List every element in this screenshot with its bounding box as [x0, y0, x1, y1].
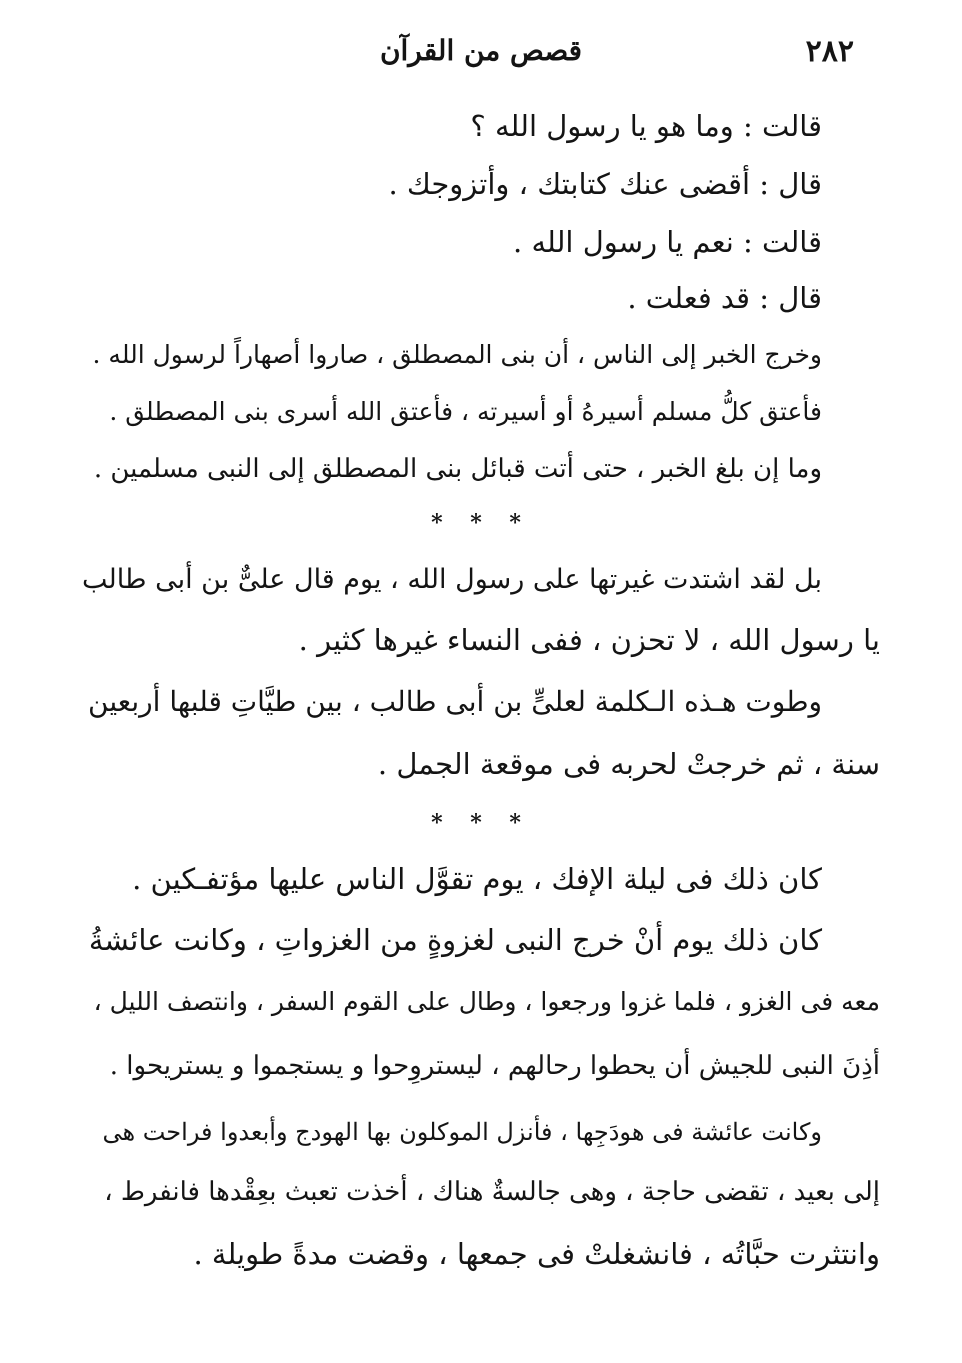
running-head [80, 30, 882, 74]
text-line: قال : أقضى عنك كتابتك ، وأتزوجك . [388, 167, 822, 201]
text-line: قالت : وما هو يا رسول الله ؟ [470, 109, 822, 143]
text-line: وانتثرت حبَّاتُه ، فانشغلتْ فى جمعها ، وقضت مدةً طويلة . [193, 1237, 880, 1271]
text-line: قالت : نعم يا رسول الله . [513, 225, 822, 259]
text-line: سنة ، ثم خرجتْ لحربه فى موقعة الجمل . [377, 747, 880, 781]
text-line: وخرج الخبر إلى الناس ، أن بنى المصطلق ، صاروا أصهاراً لرسول الله . [92, 340, 822, 369]
text-line: قال : قد فعلت . [627, 281, 822, 315]
page-number: ٢٨٢ [805, 34, 854, 69]
section-separator: * * * [431, 810, 531, 836]
text-line: فأعتق كلُّ مسلم أسيرهُ أو أسيرته ، فأعتق الله أسرى بنى المصطلق . [109, 397, 822, 426]
section-separator: * * * [431, 510, 531, 536]
text-line: وكانت عائشة فى هودَجِها ، فأنزل الموكلون بها الهودج وأبعدوا فراحت هى [102, 1118, 822, 1146]
text-line: بل لقد اشتدت غيرتها على رسول الله ، يوم قال علىٌّ بن أبى طالب [82, 564, 822, 595]
text-line: كان ذلك يوم أنْ خرج النبى لغزوةٍ من الغزواتِ ، وكانت عائشةُ [88, 923, 822, 957]
book-title: قصص من القرآن [379, 34, 583, 67]
text-line: كان ذلك فى ليلة الإفك ، يوم تقوَّل الناس عليها مؤتفـكين . [132, 862, 822, 896]
text-line: إلى بعيد ، تقضى حاجة ، وهى جالسةٌ هناك ، أخذت تعبث بعِقْدها فانفرط ، [104, 1177, 880, 1207]
text-line: أذِنَ النبى للجيش أن يحطوا رحالهم ، ليستروِحوا و يستجموا و يستريحوا . [109, 1051, 880, 1081]
text-line: معه فى الغزو ، فلما غزوا ورجعوا ، وطال على القوم السفر ، وانتصف الليل ، [93, 987, 880, 1016]
text-line: وما إن بلغ الخبر ، حتى أتت قبائل بنى المصطلق إلى النبى مسلمين . [93, 454, 822, 484]
text-line: يا رسول الله ، لا تحزن ، ففى النساء غيرها كثير . [298, 623, 880, 657]
text-line: وطوت هـذه الـكلمة لعلىٍّ بن أبى طالب ، بين طيَّاتِ قلبها أربعين [88, 685, 822, 718]
